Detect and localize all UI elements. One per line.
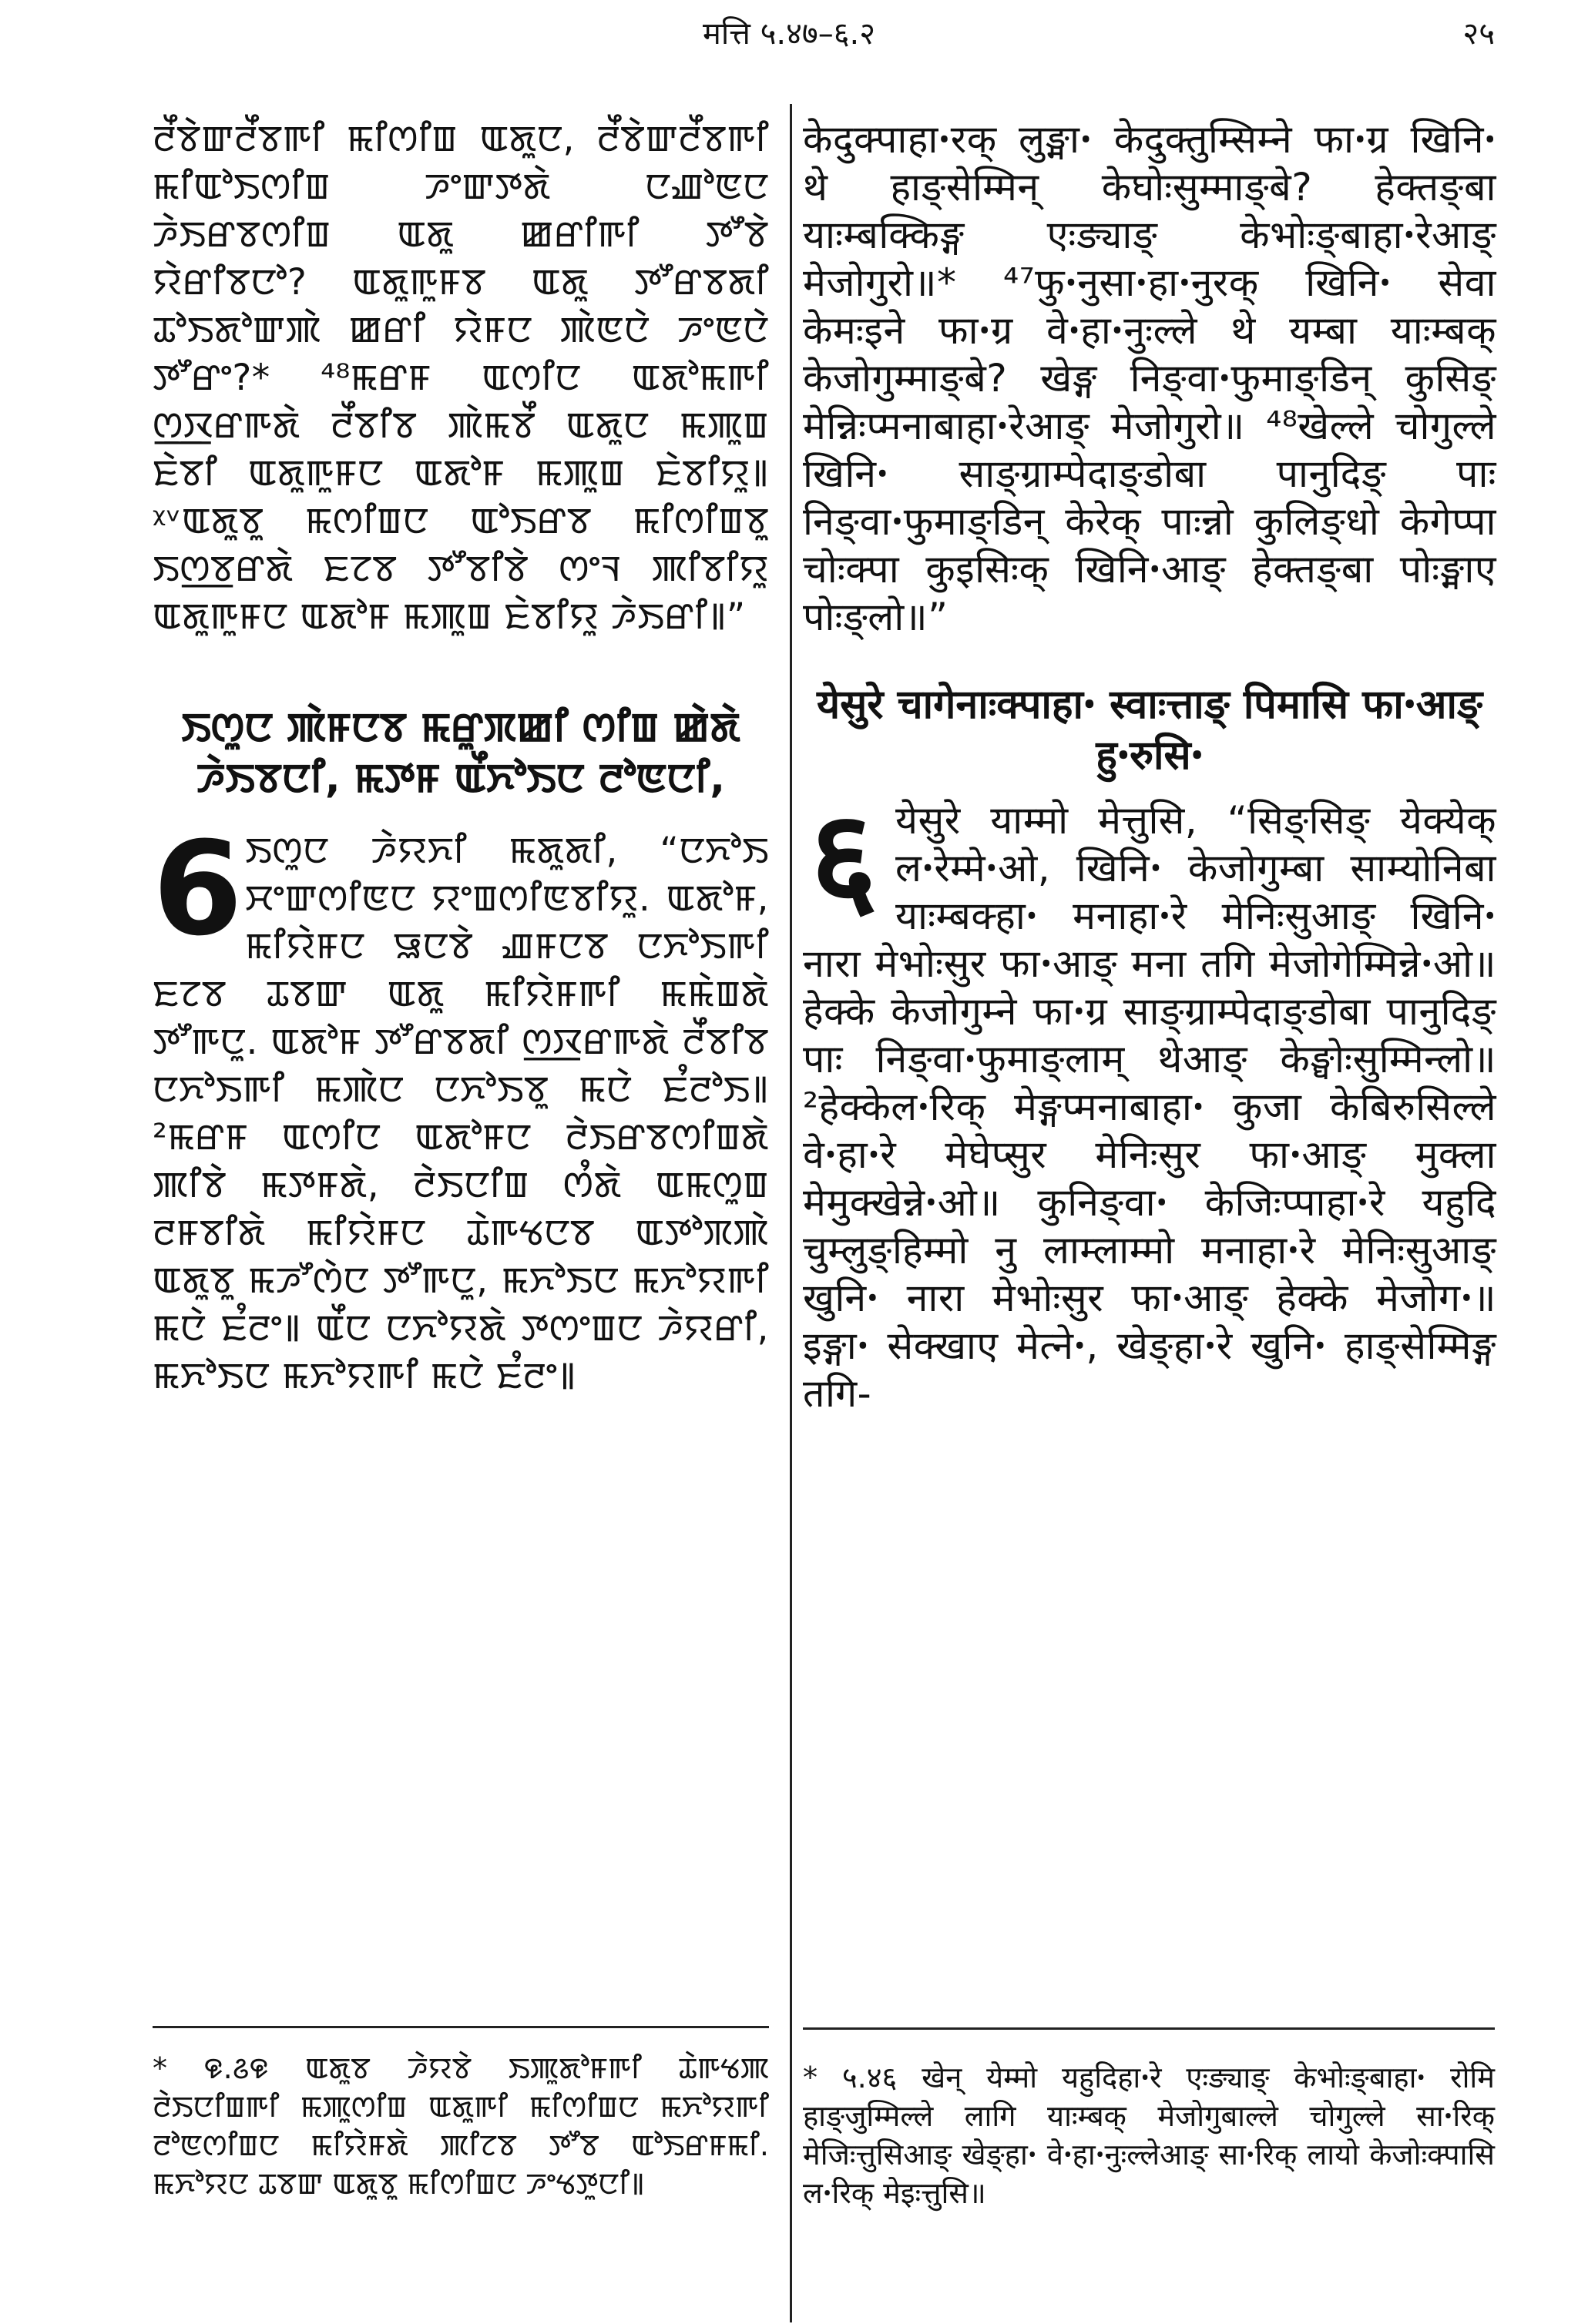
right-paragraph-2-wrap: [803, 783, 1496, 1417]
right-paragraph-2: येसुरे याम्मो मेत्तुसि, “सिङ्सिङ् येक्येक् लꞏरेम्मेꞏओ, खिनिꞏ केजोगुम्बा साम्योनिबा याःम्बक्हाꞏ मनाहाꞏरे मेनिःसुआङ् खिनिꞏ नारा मेभोःसुर फाꞏआङ् मना तगि मेजोगेम्मिन्नेꞏओ॥ हेक्के केजोगुम्ने फाꞏग्र साङ्ग्राम्पेदाङ्डोबा पानुदिङ् पाः निङ्वाꞏफुमाङ्लाम् थेआङ् केङ्घोःसुम्मिन्लो॥ ²हेक्केलꞏरिक् मेङ्गप्मनाबाहाꞏ कुजा केबिरुसिल्ले वेꞏहाꞏरे मेघेप्सुर मेनिःसुर फाꞏआङ् मुक्ला मेमुक्खेन्नेꞏओ॥ कुनिङ्वाꞏ केजिःप्पाहाꞏरे यहुदि चुम्लुङ्हिम्मो नु लाम्लाम्मो मनाहाꞏरे मेनिःसुआङ् खुनिꞏ नारा मेभोःसुर फाꞏआङ् हेक्के मेजोगꞏ॥ इङ्गाꞏ सेक्खाए मेत्नेꞏ, खेङ्हाꞏरे खुनिꞏ हाङ्सेम्मिङ्ग तगि-: [803, 798, 1496, 1416]
right-footnote: * ५.४६ खेन् येम्मो यहुदिहाꞏरे एःङ्याङ् केभोःङ्बाहाꞏ रोमि हाङ्जुम्मिल्ले लागि याःम्बक् मेजोगुबाल्ले चोगुल्ले साꞏरिक् मेजिःत्तुसिआङ् खेङ्हाꞏ वेꞏहाꞏनुःल्लेआङ् साꞏरिक् लायो केजोःक्पासि लꞏरिक् मेइःत्तुसि॥: [803, 2061, 1495, 2210]
left-footnote-rule: [153, 2026, 769, 2028]
left-dropcap: 6: [153, 813, 243, 964]
column-divider: [790, 104, 792, 2322]
running-title: मत्ति ५.४७–६.२: [702, 16, 876, 52]
left-paragraph-1: ꯂꯩꯕꯥꯛꯂꯩꯕꯒꯤ ꯃꯤꯁꯤꯡ ꯑꯗꯨꯅ, ꯂꯩꯕꯥꯛꯂꯩꯕꯒꯤ ꯃꯤꯑꯣꯏꯁꯤꯡ ꯍꯦꯛꯇꯗꯥ ꯅꯉꯣꯟꯅ ꯍꯥꯏꯔꯕꯁꯤꯡ ꯑꯗꯨ ꯀꯔꯤꯒꯤ ꯇꯧꯕꯥ ꯌꯥꯔꯤꯕꯅꯣ? ꯑꯗꯨꯒꯨꯝꯕ ꯑꯗꯨ ꯇꯧꯔꯕꯗꯤ ꯊꯣꯏꯗꯣꯛꯄꯥ ꯀꯔꯤ ꯌꯥꯝꯅ ꯄꯥꯟꯅꯥ ꯍꯦꯟꯅꯥ ꯇꯧꯔꯦ?* ⁴⁸ꯃꯔꯝ ꯑꯁꯤꯅ ꯑꯗꯣꯃꯒꯤ ꯁ꯭ꯋꯔꯒꯗꯥ ꯂꯩꯕꯤꯕ ꯄꯥꯃꯕꯩ ꯑꯗꯨꯅ ꯃꯄꯨꯡ ꯐꯥꯕꯤ ꯑꯗꯨꯒꯨꯝꯅ ꯑꯗꯣꯝ ꯃꯄꯨꯡ ꯐꯥꯕꯤꯌꯨ꯫ ᵡᵛꯑꯗꯨꯕꯨ ꯃꯁꯤꯡꯅ ꯑꯣꯏꯔꯕ ꯃꯤꯁꯤꯡꯕꯨ ꯏꯁ꯭ꯕꯔꯗꯥ ꯐꯖꯕ ꯇꯧꯕꯤꯕꯥ ꯁꯦꯜ ꯄꯤꯕꯤꯌꯨ ꯑꯗꯨꯒꯨꯝꯅ ꯑꯗꯣꯝ ꯃꯄꯨꯡ ꯐꯥꯕꯤꯌꯨ ꯍꯥꯏꯔꯤ꯫”: [153, 118, 769, 638]
left-footnote: * ꯶.꯴꯶ ꯑꯗꯨꯕ ꯍꯥꯌꯕꯥ ꯏꯄꯨꯗꯣꯝꯒꯤ ꯊꯥꯒꯠꯄ ꯂꯥꯏꯅꯤꯡꯒꯤ ꯃꯄꯨꯁꯤꯡ ꯑꯗꯨꯒꯤ ꯃꯤꯁꯤꯡꯅ ꯃꯈꯣꯌꯒꯤ ꯂꯣꯟꯁꯤꯡꯅ ꯃꯤꯌꯥꯝꯗꯥ ꯄꯤꯖꯕ ꯇꯧꯕ ꯑꯣꯏꯔꯝꯃꯤ. ꯃꯈꯣꯌꯅ ꯊꯕꯛ ꯑꯗꯨꯕꯨ ꯃꯤꯁꯤꯡꯅ ꯍꯦꯠꯇꯨꯅꯤ꯫: [153, 2051, 769, 2201]
left-paragraph-2-wrap: [153, 813, 769, 1400]
page-header: [0, 6, 1578, 62]
right-dropcap: ६: [810, 783, 878, 934]
right-section-heading: येसुरे चागेनाःक्पाहाꞏ स्वाःत्ताङ् पिमासि फाꞏआङ् हुꞏरुसिꞏ: [816, 682, 1483, 779]
left-section-heading: ꯏꯁꯨꯅ ꯄꯥꯝꯅꯕ ꯃꯔꯨꯞꯀꯤ ꯁꯤꯡ ꯀꯥꯗꯥ ꯍꯥꯏꯕꯅꯤ, ꯃꯇꯝ ꯑꯩꯈꯣꯏꯅ ꯂꯣꯟꯅꯤ,: [181, 705, 740, 802]
left-paragraph-2: ꯏꯁꯨꯅ ꯍꯥꯌꯈꯤ ꯃꯗꯨꯗꯤ, “ꯅꯈꯣꯏ ꯆꯦꯛꯁꯤꯟꯅ ꯌꯦꯡꯁꯤꯟꯕꯤꯌꯨ. ꯑꯗꯣꯝ, ꯃꯤꯌꯥꯝꯅ ꯎꯅꯕꯥ ꯉꯝꯅꯕ ꯅꯈꯣꯏꯒꯤ ꯐꯖꯕ ꯊꯕꯛ ꯑꯗꯨ ꯃꯤꯌꯥꯝꯒꯤ ꯃꯃꯥꯡꯗꯥ ꯇꯧꯒꯅꯨ. ꯑꯗꯣꯝ ꯇꯧꯔꯕꯗꯤ ꯁ꯭ꯋꯔꯒꯗꯥ ꯂꯩꯕꯤꯕ ꯅꯈꯣꯏꯒꯤ ꯃꯄꯥꯅ ꯅꯈꯣꯏꯕꯨ ꯃꯅꯥ ꯐꯪꯂꯣꯏ꯫ ²ꯃꯔꯝ ꯑꯁꯤꯅ ꯑꯗꯣꯝꯅ ꯂꯥꯏꯔꯕꯁꯤꯡꯗꯥ ꯄꯤꯕꯥ ꯃꯇꯝꯗꯥ, ꯂꯥꯏꯅꯤꯡ ꯁꯪꯗꯥ ꯑꯃꯁꯨꯡ ꯂꯝꯕꯤꯗꯥ ꯃꯤꯌꯥꯝꯅ ꯊꯥꯒꯠꯅꯕ ꯑꯇꯣꯞꯄꯥ ꯑꯗꯨꯕꯨ ꯃꯍꯧꯁꯥꯅ ꯇꯧꯒꯅꯨ, ꯃꯈꯣꯏꯅ ꯃꯈꯣꯌꯒꯤ ꯃꯅꯥ ꯐꯪꯂꯦ꯫ ꯑꯩꯅ ꯅꯈꯣꯌꯗꯥ ꯇꯁꯦꯡꯅ ꯍꯥꯌꯔꯤ, ꯃꯈꯣꯏꯅ ꯃꯈꯣꯌꯒꯤ ꯃꯅꯥ ꯐꯪꯂꯦ꯫: [153, 830, 769, 1397]
page-number: २५: [1462, 16, 1495, 52]
left-column: [153, 116, 769, 1400]
right-footnote-rule: [803, 2027, 1495, 2030]
right-paragraph-1: केदुक्पाहाꞏरक् लुङ्माꞏ केदुक्तुम्सिम्ने फाꞏग्र खिनिꞏ थे हाङ्सेम्मिन् केघोःसुम्माङ्बे? हेक्तङ्बा याःम्बक्किङ्ग एःङ्याङ् केभोःङ्बाहाꞏरेआङ् मेजोगुरो॥* ⁴⁷फुꞏनुसाꞏहाꞏनुरक् खिनिꞏ सेवा केमःइने फाꞏग्र वेꞏहाꞏनुःल्ले थे यम्बा याःम्बक् केजोगुम्माङ्बे? खेङ्ग निङ्वाꞏफुमाङ्डिन् कुसिङ् मेन्निःप्मनाबाहाꞏरेआङ् मेजोगुरो॥ ⁴⁸खेल्ले चोगुल्ले खिनिꞏ साङ्ग्राम्पेदाङ्डोबा पानुदिङ् पाः निङ्वाꞏफुमाङ्डिन् केरेक् पाःन्नो कुलिङ्धो केगेप्पा चोःक्पा कुइसिःक् खिनिꞏआङ् हेक्तङ्बा पोःङ्माए पोःङ्लो॥”: [803, 117, 1496, 639]
right-column: [803, 116, 1496, 1417]
